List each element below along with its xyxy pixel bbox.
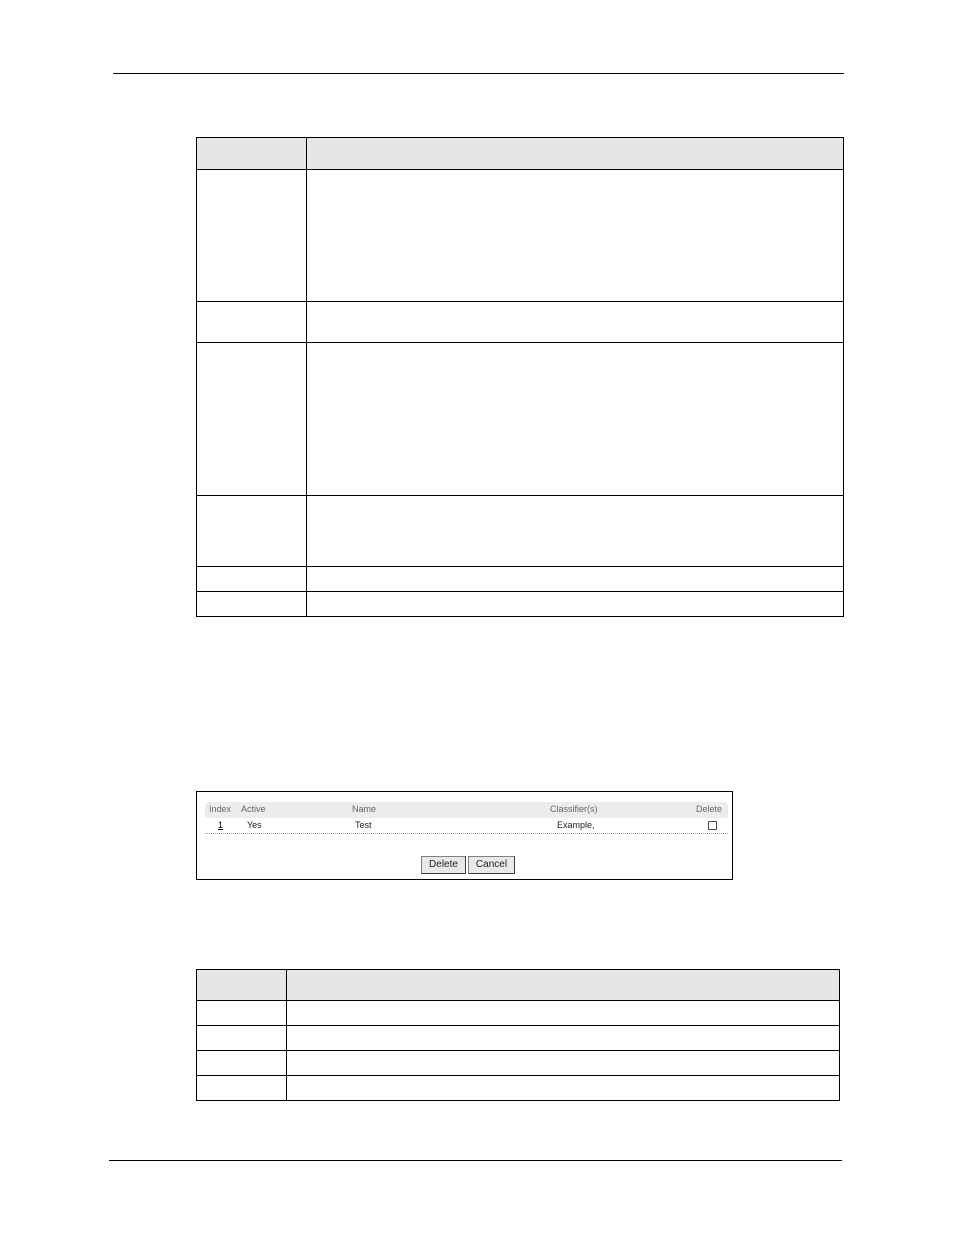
field-description-table-top xyxy=(196,137,844,617)
header-cell-label xyxy=(197,970,287,1001)
class-setup-screenshot xyxy=(196,791,733,880)
cancel-button[interactable]: Cancel xyxy=(468,856,515,874)
header-cell-label xyxy=(197,138,307,170)
table-cell xyxy=(197,343,307,496)
table-cell xyxy=(307,170,844,302)
table-cell xyxy=(197,1026,287,1051)
table-row xyxy=(197,1051,840,1076)
active-value: Yes xyxy=(247,820,262,830)
table-cell xyxy=(197,1051,287,1076)
header-cell-description xyxy=(287,970,840,1001)
summary-grid xyxy=(205,802,728,834)
table-row xyxy=(197,496,844,567)
table-cell xyxy=(197,1001,287,1026)
table-cell xyxy=(197,302,307,343)
table-cell xyxy=(287,1026,840,1051)
table-header-row xyxy=(197,138,844,170)
column-header-index: Index xyxy=(209,804,232,814)
column-header-name: Name xyxy=(352,804,377,814)
delete-checkbox[interactable] xyxy=(708,821,717,830)
table-row xyxy=(197,170,844,302)
table-row xyxy=(197,567,844,592)
table-cell xyxy=(197,496,307,567)
table-cell xyxy=(307,592,844,617)
field-description-table-bottom xyxy=(196,969,840,1101)
index-link[interactable]: 1 xyxy=(218,820,224,830)
table-cell xyxy=(287,1001,840,1026)
table-row xyxy=(197,1076,840,1101)
header-rule xyxy=(113,73,844,74)
table-cell xyxy=(287,1076,840,1101)
header-cell-description xyxy=(307,138,844,170)
table-cell xyxy=(197,567,307,592)
table-cell xyxy=(307,343,844,496)
table-cell xyxy=(307,496,844,567)
table-row xyxy=(197,592,844,617)
table-cell xyxy=(197,1076,287,1101)
table-cell xyxy=(197,592,307,617)
table-cell xyxy=(307,302,844,343)
table-row xyxy=(197,302,844,343)
column-header-active: Active xyxy=(241,804,266,814)
table-row xyxy=(197,1001,840,1026)
table-row xyxy=(205,818,728,834)
classifiers-value: Example, xyxy=(557,820,595,830)
footer-rule xyxy=(109,1160,842,1161)
table-cell xyxy=(287,1051,840,1076)
table-header-row xyxy=(197,970,840,1001)
table-row xyxy=(197,343,844,496)
column-header-classifiers: Classifier(s) xyxy=(550,804,598,814)
grid-header-row xyxy=(205,802,728,817)
table-cell xyxy=(307,567,844,592)
column-header-delete: Delete xyxy=(696,804,723,814)
delete-button[interactable]: Delete xyxy=(421,856,466,874)
table-row xyxy=(197,1026,840,1051)
table-cell xyxy=(197,170,307,302)
name-value: Test xyxy=(355,820,372,830)
